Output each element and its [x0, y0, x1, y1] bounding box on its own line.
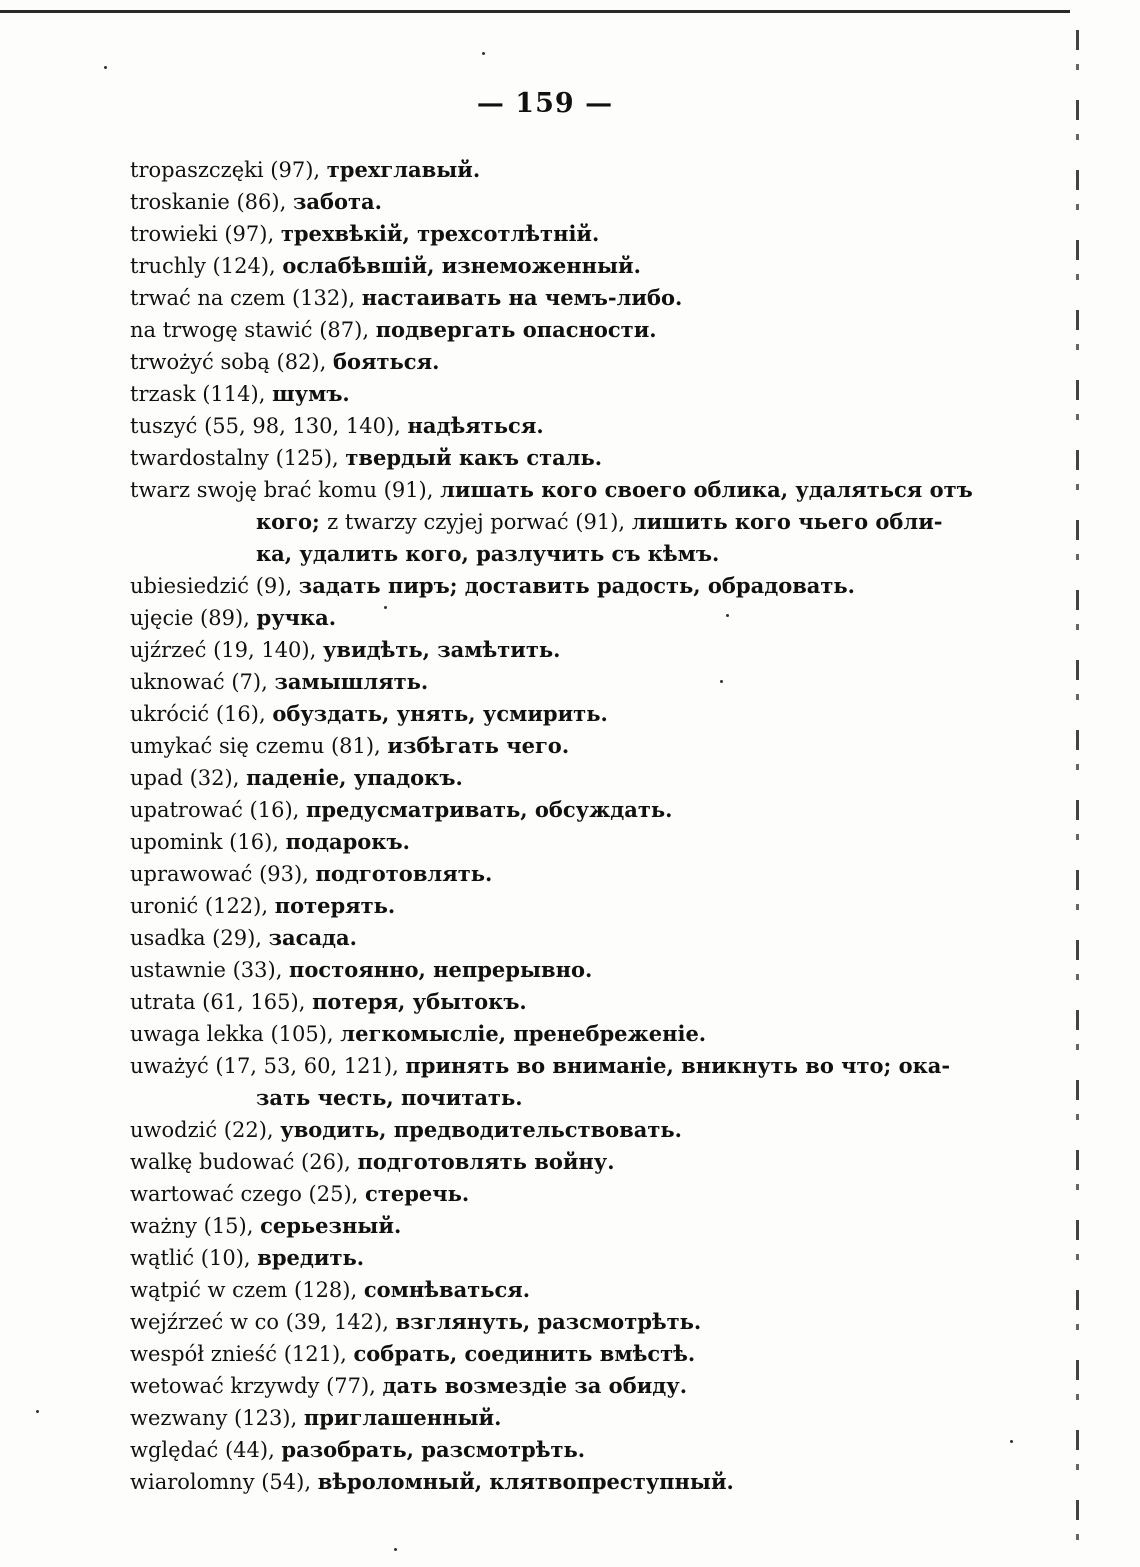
glossary-entry [130, 314, 950, 346]
print-speck [1010, 1440, 1013, 1443]
glossary-entry [130, 666, 950, 698]
polish-headword: ustawnie (33), [130, 958, 290, 982]
russian-translation: постоянно, непрерывно. [289, 957, 593, 982]
polish-headword: tropaszczęki (97), [130, 158, 327, 182]
glossary-entry [130, 282, 950, 314]
glossary-entry [130, 986, 950, 1018]
russian-translation: приглашенный. [303, 1405, 502, 1430]
polish-headword: uważyć (17, 53, 60, 121), [130, 1054, 406, 1078]
glossary-entry [130, 1050, 950, 1082]
russian-translation: серьезный. [260, 1213, 402, 1238]
russian-translation: стеречь. [365, 1181, 470, 1206]
polish-headword: uprawować (93), [130, 862, 316, 886]
polish-headword: uwaga lekka (105), [130, 1022, 341, 1046]
polish-headword: twarz swoję brać komu (91), [130, 478, 441, 502]
russian-translation: шумъ. [272, 381, 350, 406]
polish-headword: trwać na czem (132), [130, 286, 362, 310]
russian-translation: легкомысліе, пренебреженіе. [340, 1021, 707, 1046]
russian-translation: разобрать, разсмотрѣть. [281, 1437, 586, 1462]
russian-translation: потерять. [274, 893, 396, 918]
print-speck [104, 66, 107, 69]
glossary-entry [130, 1178, 950, 1210]
glossary-entry [130, 890, 950, 922]
glossary-entry [130, 1210, 950, 1242]
russian-translation: засада. [268, 925, 357, 950]
glossary-entry [130, 1114, 950, 1146]
russian-translation: трехвѣкій, трехсотлѣтній. [280, 221, 600, 246]
russian-translation: подготовлять войну. [357, 1149, 615, 1174]
glossary-entry [130, 826, 950, 858]
glossary-entry [130, 250, 950, 282]
polish-headword: wejźrzeć w co (39, 142), [130, 1310, 396, 1334]
russian-translation: собрать, соединить вмѣстѣ. [353, 1341, 696, 1366]
russian-translation: бояться. [332, 349, 440, 374]
polish-headword: wetować krzywdy (77), [130, 1374, 383, 1398]
polish-headword: trwożyć sobą (82), [130, 350, 333, 374]
glossary-entry [130, 858, 950, 890]
russian-translation: потеря, убытокъ. [312, 989, 527, 1014]
polish-headword: ujęcie (89), [130, 606, 257, 630]
polish-headword: umykać się czemu (81), [130, 734, 388, 758]
russian-translation: подготовлять. [315, 861, 493, 886]
polish-headword: trowieki (97), [130, 222, 281, 246]
polish-headword: uknować (7), [130, 670, 275, 694]
polish-headword: troskanie (86), [130, 190, 293, 214]
russian-translation: сомнѣваться. [363, 1277, 531, 1302]
glossary-entry [130, 1434, 950, 1466]
russian-translation: увидѣть, замѣтить. [322, 637, 561, 662]
print-speck [36, 1410, 39, 1413]
polish-headword: utrata (61, 165), [130, 990, 313, 1014]
glossary-entries [130, 154, 973, 1498]
russian-translation: замышлять. [274, 669, 429, 694]
polish-headword: uronić (122), [130, 894, 275, 918]
polish-headword: uwodzić (22), [130, 1118, 281, 1142]
glossary-entry [130, 474, 973, 506]
glossary-entry [130, 954, 950, 986]
glossary-entry [130, 1146, 950, 1178]
polish-headword: wartować czego (25), [130, 1182, 366, 1206]
glossary-entry [130, 634, 950, 666]
polish-headword: upatrować (16), [130, 798, 306, 822]
glossary-entry [130, 1338, 950, 1370]
russian-translation: лишать кого своего облика, удаляться отъ [440, 477, 973, 502]
glossary-entry [130, 698, 950, 730]
russian-translation: зать честь, почитать. [256, 1085, 523, 1110]
polish-headword: wątlić (10), [130, 1246, 258, 1270]
russian-translation: задать пиръ; доставить радость, обрадовать. [298, 573, 855, 598]
polish-headword: na trwogę stawić (87), [130, 318, 376, 342]
polish-headword: usadka (29), [130, 926, 269, 950]
polish-headword: z twarzy czyjej porwać (91), [327, 510, 632, 534]
top-rule [0, 10, 1070, 13]
glossary-entry [130, 730, 950, 762]
russian-translation: настаивать на чемъ-либо. [361, 285, 683, 310]
print-speck [482, 52, 485, 55]
glossary-entry [130, 762, 950, 794]
entry-continuation [130, 506, 950, 538]
russian-translation: твердый какъ сталь. [345, 445, 603, 470]
russian-translation: уводить, предводительствовать. [280, 1117, 682, 1142]
russian-translation: вредить. [257, 1245, 365, 1270]
polish-headword: tuszyć (55, 98, 130, 140), [130, 414, 408, 438]
russian-translation: дать возмездіе за обиду. [382, 1373, 688, 1398]
polish-headword: trzask (114), [130, 382, 273, 406]
russian-translation: паденіе, упадокъ. [246, 765, 463, 790]
glossary-entry [130, 794, 950, 826]
polish-headword: twardostalny (125), [130, 446, 346, 470]
entry-continuation [130, 1082, 950, 1114]
glossary-entry [130, 1402, 950, 1434]
glossary-entry [130, 154, 950, 186]
glossary-entry [130, 378, 950, 410]
polish-headword: wątpić w czem (128), [130, 1278, 364, 1302]
glossary-entry [130, 1018, 950, 1050]
glossary-entry [130, 346, 950, 378]
russian-translation: взглянуть, разсмотрѣть. [395, 1309, 702, 1334]
russian-translation: лишить кого чьего обли- [631, 509, 943, 534]
polish-headword: walkę budować (26), [130, 1150, 358, 1174]
page-edge-shadow [1076, 30, 1079, 1560]
glossary-entry [130, 218, 950, 250]
russian-translation: ослабѣвшій, изнеможенный. [282, 253, 641, 278]
glossary-entry [130, 410, 950, 442]
russian-translation: надѣяться. [407, 413, 544, 438]
glossary-entry [130, 570, 950, 602]
glossary-entry [130, 1466, 950, 1498]
russian-translation: забота. [292, 189, 382, 214]
glossary-entry [130, 1242, 950, 1274]
polish-headword: wględać (44), [130, 1438, 282, 1462]
polish-headword: ujźrzeć (19, 140), [130, 638, 323, 662]
polish-headword: truchly (124), [130, 254, 283, 278]
russian-translation: подвергать опасности. [375, 317, 657, 342]
page-number: — 159 — [476, 88, 614, 119]
glossary-entry [130, 1370, 950, 1402]
russian-translation: принять во вниманіе, вникнуть во что; ока- [405, 1053, 951, 1078]
polish-headword: wezwany (123), [130, 1406, 304, 1430]
glossary-entry [130, 922, 950, 954]
russian-translation: предусматривать, обсуждать. [306, 797, 673, 822]
glossary-entry [130, 602, 950, 634]
polish-headword: ważny (15), [130, 1214, 261, 1238]
glossary-entry [130, 1274, 950, 1306]
russian-translation: кого; [256, 509, 328, 534]
polish-headword: wiarolomny (54), [130, 1470, 318, 1494]
russian-translation: избѣгать чего. [387, 733, 570, 758]
polish-headword: wespół znieść (121), [130, 1342, 354, 1366]
glossary-entry [130, 442, 950, 474]
russian-translation: обуздать, унять, усмирить. [272, 701, 608, 726]
print-speck [394, 1548, 397, 1551]
russian-translation: ка, удалить кого, разлучить съ кѣмъ. [256, 541, 720, 566]
russian-translation: подарокъ. [285, 829, 410, 854]
entry-continuation [130, 538, 950, 570]
polish-headword: ubiesiedzić (9), [130, 574, 299, 598]
polish-headword: upad (32), [130, 766, 247, 790]
glossary-entry [130, 1306, 950, 1338]
polish-headword: ukrócić (16), [130, 702, 273, 726]
polish-headword: upomink (16), [130, 830, 286, 854]
russian-translation: ручка. [256, 605, 337, 630]
russian-translation: вѣроломный, клятвопреступный. [317, 1469, 734, 1494]
glossary-entry [130, 186, 950, 218]
russian-translation: трехглавый. [326, 157, 481, 182]
